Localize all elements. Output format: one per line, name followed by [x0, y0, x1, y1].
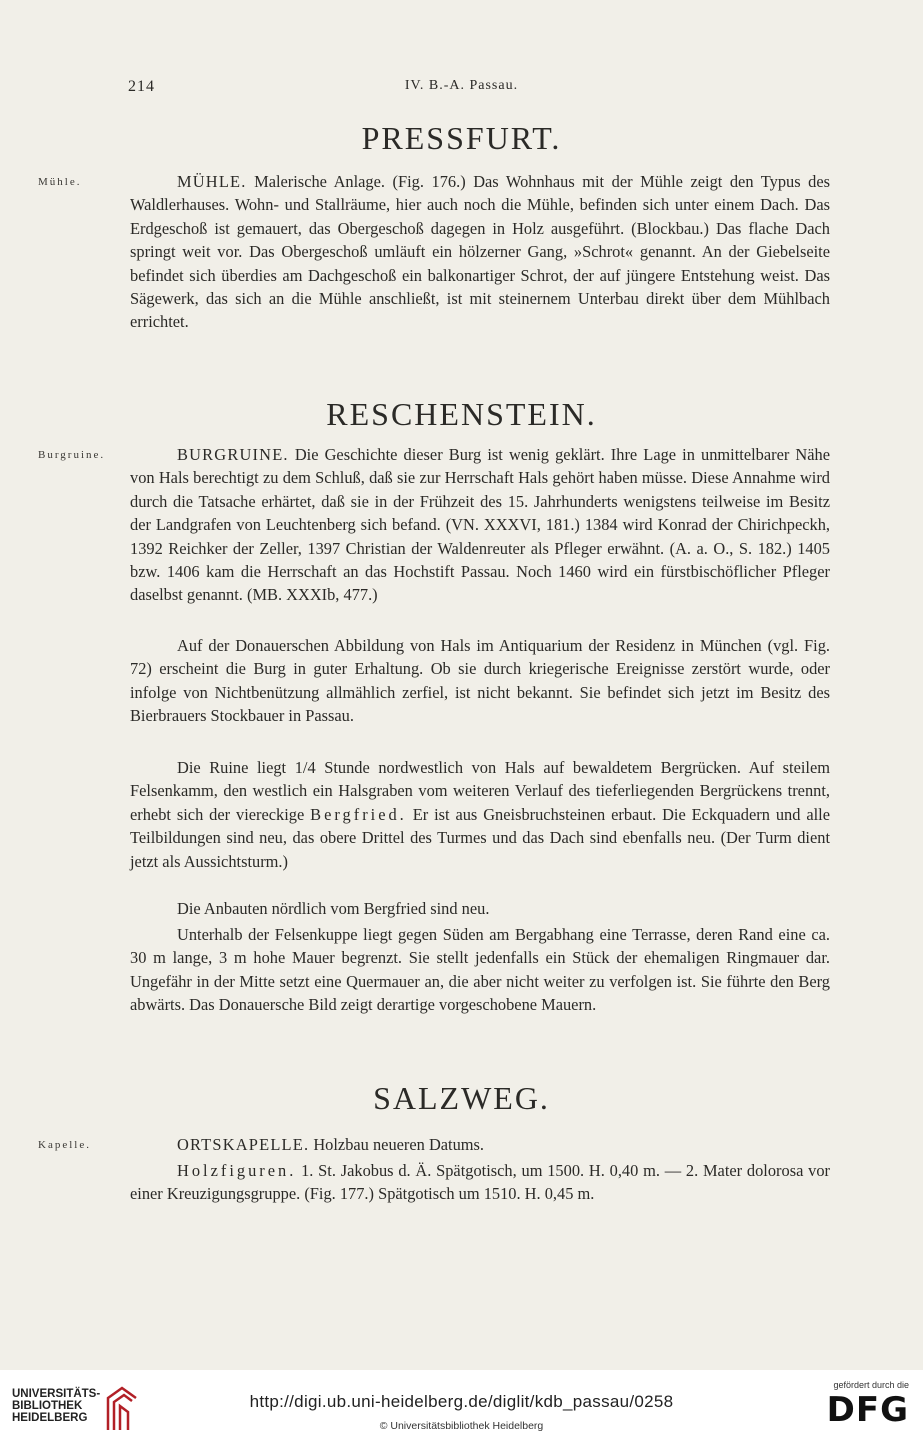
page-number: 214 — [128, 78, 155, 95]
paragraph-lead: BURGRUINE. — [177, 445, 289, 464]
running-title: IV. B.-A. Passau. — [404, 78, 519, 93]
section-title-reschenstein: RESCHENSTEIN. — [326, 396, 597, 432]
funder-note: gefördert durch die — [833, 1380, 909, 1390]
paragraph-donauer: Auf der Donauerschen Abbildung von Hals im Antiquarium der Residenz in München (vgl. Fig. 72) erscheint die Burg in guter Erhaltung. Ob sie durch kriegerische Ereignisse zerstört wurde, oder infolge von Nichtbenützung allmählich zerfiel, ist nicht bekannt. Sie befindet sich jetzt im Besitz des Bierbrauers Stockbauer in Passau. — [130, 636, 830, 726]
dfg-logo[interactable]: DFG — [826, 1390, 909, 1430]
paragraph-text: Er ist aus Gneisbruchsteinen erbaut. Die Eckquadern und alle Teilbildungen sind neu, das obere Drittel des Turmes und das Dach sind ebenfalls neu. (Der Turm dient jetzt als Aussichtsturm.) — [130, 804, 830, 871]
library-name: UNIVERSITÄTS- BIBLIOTHEK HEIDELBERG — [12, 1388, 101, 1424]
paragraph-anbauten: Die Anbauten nördlich vom Bergfried sind neu. — [177, 899, 490, 918]
paragraph-text: Die Geschichte dieser Burg ist wenig geklärt. Ihre Lage in unmittelbarer Nähe von Hals berechtigt zu dem Schluß, daß sie zur Herrschaft Hals gehört haben müsse. Diese Annahme wird durch die Tatsache erhärtet, daß sie in der Frühzeit des 15. Jahrhunderts wenigstens teilweise im Besitz der Landgrafen von Leuchtenberg sich befand. (VN. XXXVI, 181.) 1384 wird Konrad der Chirichpeckh, 1392 Reichker der Zeller, 1397 Christian der Waldenreuter als Pfleger erwähnt. (A. a. O., S. 182.) 1405 bzw. 1406 kam die Herrschaft an das Hochstift Passau. Noch 1460 wird ein fürstbischöflicher Pfleger daselbst genannt. (MB. XXXIb, 477.) — [130, 445, 830, 605]
copyright-notice: © Universitätsbibliothek Heidelberg — [379, 1420, 544, 1432]
paragraph-ortskapelle — [130, 1133, 830, 1156]
paragraph-ruine — [130, 756, 830, 873]
paragraph-lead: ORTSKAPELLE. — [177, 1135, 310, 1154]
margin-note-burgruine: Burgruine. — [38, 449, 106, 461]
fraction: 1/4 — [294, 758, 316, 777]
funder-block — [819, 1380, 909, 1440]
paragraph-text: 1. St. Jakobus d. Ä. Spätgotisch, um 1500. H. 0,40 m. — 2. Mater dolorosa vor einer Kreuzigungsgruppe. (Fig. 177.) Spätgotisch um 1510. H. 0,45 m. — [130, 1161, 830, 1204]
section-title-salzweg: SALZWEG. — [373, 1080, 550, 1116]
footer-bar — [0, 1370, 923, 1444]
margin-note-muehle: Mühle. — [38, 176, 82, 188]
spaced-term: Holzfiguren. — [177, 1161, 297, 1180]
margin-note-kapelle: Kapelle. — [38, 1139, 91, 1151]
paragraph-text: Die Ruine liegt — [177, 758, 295, 777]
paragraph-terrasse: Unterhalb der Felsenkuppe liegt gegen Süden am Bergabhang eine Terrasse, deren Rand eine ca. 30 m lange, 3 m hohe Mauer begrenzt. Sie stellt jedenfalls ein Stück der ehemaligen Ringmauer dar. Ungefähr in der Mitte setzt eine Quermauer an, die aber nicht weiter zu verfolgen ist. Sie führte den Berg abwärts. Das Donauersche Bild zeigt derartige vorgeschobene Mauern. — [130, 925, 830, 1015]
paragraph-lead: MÜHLE. — [177, 172, 247, 191]
paragraph-muehle — [130, 170, 830, 334]
permalink-url[interactable]: http://digi.ub.uni-heidelberg.de/diglit/kdb_passau/0258 — [249, 1392, 674, 1411]
running-head — [0, 78, 923, 102]
section-title-pressfurt: PRESSFURT. — [361, 120, 562, 156]
paragraph-text: Malerische Anlage. (Fig. 176.) Das Wohnhaus mit der Mühle zeigt den Typus des Waldlerhauses. Wohn- und Stallräume, hier auch noch die Mühle, befinden sich unter einem Dach. Das Erdgeschoß ist gemauert, das Obergeschoß dagegen in Holz ausgeführt. (Blockbau.) Das flache Dach springt weit vor. Das Obergeschoß umläuft ein hölzerner Gang, »Schrot« genannt. An der Giebelseite befindet sich überdies am Dachgeschoß ein balkonartiger Schrot, der auf jüngere Entstehung weist. Das Sägewerk, das sich an die Mühle anschließt, ist mit steinernem Unterbau direkt über dem Mühlbach errichtet. — [130, 172, 830, 332]
paragraph-text: Holzbau neueren Datums. — [309, 1135, 485, 1154]
spaced-term: Bergfried. — [310, 804, 407, 824]
paragraph-holzfiguren — [130, 1159, 830, 1206]
paragraph-burgruine — [130, 443, 830, 607]
paragraph-text: Stunde nordwestlich von Hals auf bewaldetem Bergrücken. Auf steilem Felsenkamm, den westlich ein Halsgraben vom weiteren Verlauf des tieferliegenden Bergrückens trennt, erhebt sich der viereckige — [130, 758, 831, 824]
